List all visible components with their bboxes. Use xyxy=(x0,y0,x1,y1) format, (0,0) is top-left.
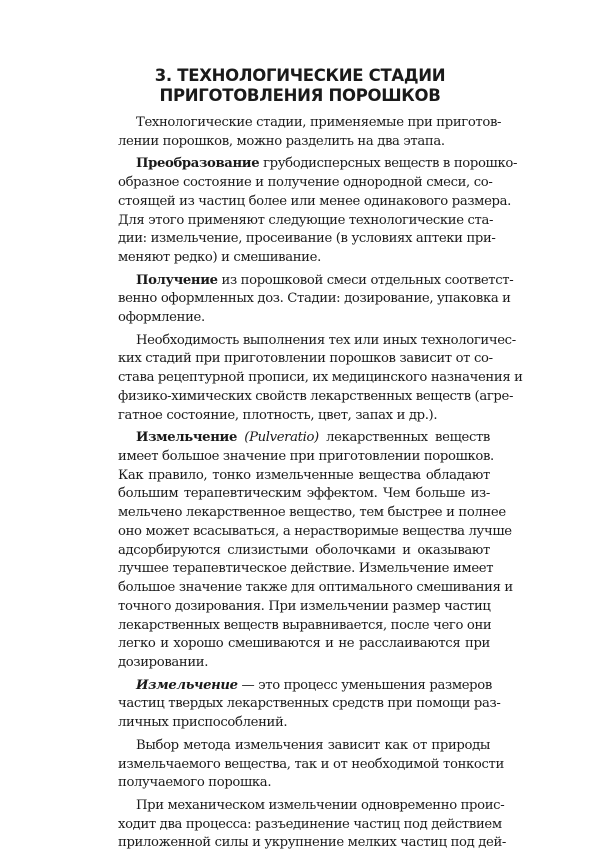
text-line: лучшее терапевтическое действие. Измельчение имеет xyxy=(118,561,494,577)
term-bold: Преобразование xyxy=(136,156,260,172)
text-span: лекарственных веществ xyxy=(318,430,490,446)
text-line: меняют редко) и смешивание. xyxy=(118,250,321,266)
text-line: частиц твердых лекарственных средств при помощи раз- xyxy=(118,696,501,712)
text-line: При механическом измельчении одновременно проис- xyxy=(136,797,505,813)
text-line: оно может всасываться, а нерастворимые вещества лучше xyxy=(118,523,512,539)
paragraph xyxy=(118,114,502,152)
text-line: мельчено лекарственное вещество, тем быстрее и полнее xyxy=(118,505,506,521)
text-line: дозировании. xyxy=(118,655,209,671)
latin-term: (Pulveratio) xyxy=(237,430,319,446)
paragraph xyxy=(118,272,514,328)
text-line: Необходимость выполнения тех или иных технологичес- xyxy=(136,332,516,348)
term-bold: Измельчение xyxy=(136,430,237,446)
heading-line-1: 3. ТЕХНОЛОГИЧЕСКИЕ СТАДИИ xyxy=(154,66,446,85)
paragraph xyxy=(118,797,506,853)
text-line: лении порошков, можно разделить на два этапа. xyxy=(118,133,445,149)
term-bold: Получение xyxy=(136,272,218,288)
text-line xyxy=(118,677,490,696)
text-line: точного дозирования. При измельчении размер частиц xyxy=(118,598,491,614)
text-line: большое значение также для оптимального смешивания и xyxy=(118,580,513,596)
text-line: Технологические стадии, применяемые при приготов- xyxy=(136,115,502,130)
text-line: адсорбируются слизистыми оболочками и оказывают xyxy=(118,542,490,558)
text-line: гатное состояние, плотность, цвет, запах и др.). xyxy=(118,407,438,423)
paragraph xyxy=(118,429,513,673)
text-span: из порошковой смеси отдельных соответст- xyxy=(217,272,514,288)
text-line: ходит два процесса: разъединение частиц под действием xyxy=(118,816,502,832)
text-line: оформление. xyxy=(118,310,205,326)
text-line: става рецептурной прописи, их медицинского назначения и xyxy=(118,370,523,386)
text-line: легко и хорошо смешиваются и не расслаиваются при xyxy=(118,636,490,652)
text-span: — это процесс уменьшения размеров xyxy=(237,677,492,693)
text-line: Как правило, тонко измельченные вещества обладают xyxy=(118,467,490,483)
text-line: личных приспособлений. xyxy=(118,715,288,731)
text-line: получаемого порошка. xyxy=(118,775,272,791)
text-line: приложенной силы и укрупнение мелких частиц под дей- xyxy=(118,835,506,851)
text-line: Выбор метода измельчения зависит как от природы xyxy=(136,737,490,753)
text-line: Для этого применяют следующие технологические ста- xyxy=(118,212,494,228)
heading-line-2: ПРИГОТОВЛЕНИЯ ПОРОШКОВ xyxy=(159,86,441,105)
paragraph xyxy=(118,332,523,426)
paragraph xyxy=(118,737,504,793)
text-span: грубодисперсных веществ в порошко- xyxy=(259,156,518,172)
section-heading xyxy=(0,66,600,106)
text-line xyxy=(118,429,490,448)
text-line: ких стадий при приготовлении порошков зависит от со- xyxy=(118,351,493,367)
text-line: дии: измельчение, просеивание (в условиях аптеки при- xyxy=(118,231,496,247)
text-line: стоящей из частиц более или менее одинакового размера. xyxy=(118,193,511,209)
text-line: лекарственных веществ выравнивается, после чего они xyxy=(118,617,492,633)
text-line xyxy=(118,155,518,174)
text-line: образное состояние и получение однородной смеси, со- xyxy=(118,175,493,191)
text-line: измельчаемого вещества, так и от необходимой тонкости xyxy=(118,756,504,772)
paragraph xyxy=(118,155,518,268)
text-line xyxy=(118,272,514,291)
text-line: физико-химических свойств лекарственных веществ (агре- xyxy=(118,388,514,404)
paragraph xyxy=(118,677,501,733)
term-bold-italic: Измельчение xyxy=(136,677,238,693)
body-text xyxy=(118,114,523,857)
text-line: венно оформленных доз. Стадии: дозирование, упаковка и xyxy=(118,291,511,307)
text-line: имеет большое значение при приготовлении порошков. xyxy=(118,448,494,464)
text-line: большим терапевтическим эффектом. Чем больше из- xyxy=(118,486,490,502)
